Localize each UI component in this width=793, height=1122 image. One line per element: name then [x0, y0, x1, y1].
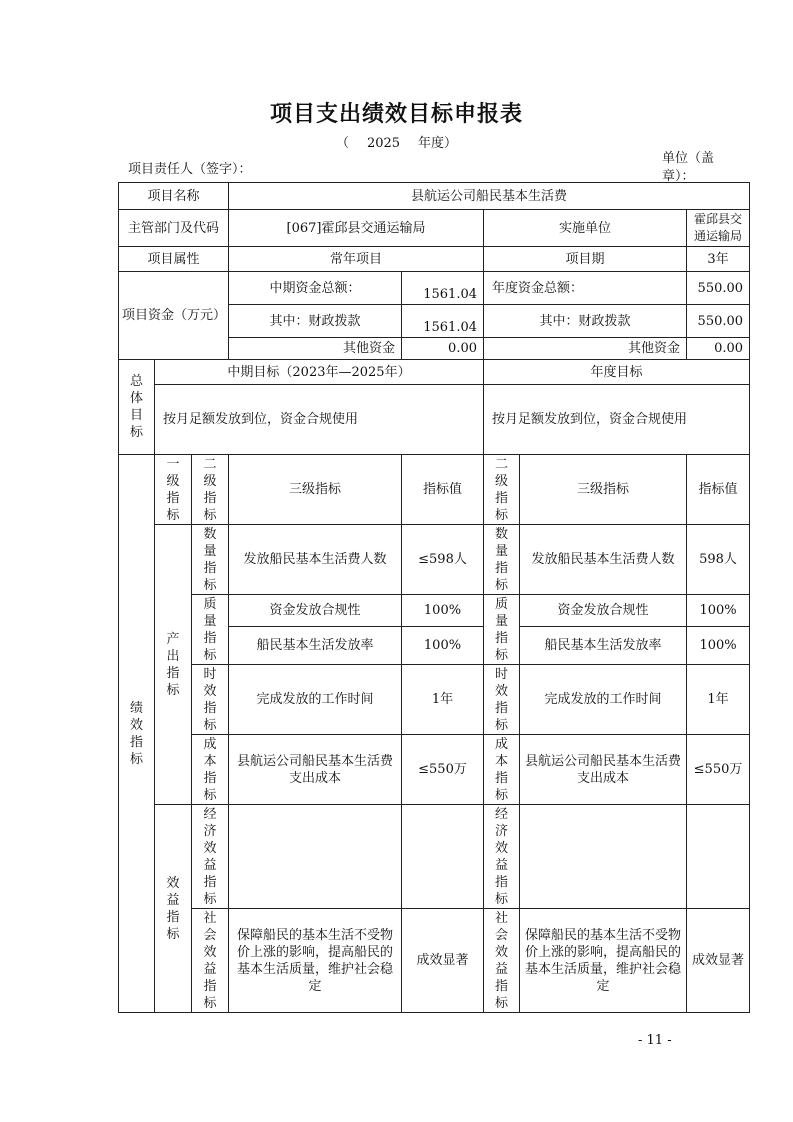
- econ-l3: [229, 805, 402, 909]
- social-value-right: 成效显著: [687, 909, 750, 1013]
- level3-header-right: 三级指标: [520, 455, 687, 525]
- impl-value: 霍邱县交通运输局: [687, 210, 750, 247]
- period-value: 3年: [687, 247, 750, 272]
- social-l3-right: 保障船民的基本生活不受物价上涨的影响，提高船民的基本生活质量，维护社会稳定: [520, 909, 687, 1013]
- page-title: 项目支出绩效目标申报表: [269, 101, 523, 127]
- time-l3-right: 完成发放的工作时间: [520, 665, 687, 735]
- mid-goal-text: 按月足额发放到位，资金合规使用: [155, 385, 484, 455]
- responsible-label: 项目责任人（签字）：: [128, 162, 252, 177]
- cost-value-right: ≤550万: [687, 735, 750, 805]
- year-line: [0, 132, 793, 151]
- level2-header: 二级指标: [192, 455, 229, 525]
- quality-label: 质量指标: [192, 595, 229, 665]
- cost-l3-right: 县航运公司船民基本生活费支出成本: [520, 735, 687, 805]
- year-value: 2025: [366, 136, 401, 151]
- quantity-label: 数量指标: [192, 525, 229, 595]
- cost-l3: 县航运公司船民基本生活费支出成本: [229, 735, 402, 805]
- year-open: （: [335, 136, 349, 151]
- output-label: 产出指标: [155, 525, 192, 805]
- quality1-l3: 资金发放合规性: [229, 595, 402, 627]
- value-header: 指标值: [402, 455, 484, 525]
- econ-l3-right: [520, 805, 687, 909]
- cost-value: ≤550万: [402, 735, 484, 805]
- econ-value-right: [687, 805, 750, 909]
- mid-total-value: 1561.04: [402, 272, 484, 305]
- econ-label: 经济效益指标: [192, 805, 229, 909]
- period-label: 项目期: [484, 247, 687, 272]
- quality2-value-right: 100%: [687, 627, 750, 665]
- mid-goal-header: 中期目标（2023年—2025年）: [155, 360, 484, 385]
- time-value-right: 1年: [687, 665, 750, 735]
- page-number: - 11 -: [638, 1033, 672, 1048]
- econ-value: [402, 805, 484, 909]
- mid-other-label: 其他资金: [229, 338, 402, 360]
- performance-table: [118, 182, 750, 1013]
- attr-value: 常年项目: [229, 247, 484, 272]
- mid-fiscal-value: 1561.04: [402, 305, 484, 338]
- quantity-value: ≤598人: [402, 525, 484, 595]
- goals-label: 总体目标: [119, 360, 155, 455]
- quality2-l3: 船民基本生活发放率: [229, 627, 402, 665]
- dept-label: 主管部门及代码: [119, 210, 229, 247]
- year-close: 年度）: [418, 136, 458, 151]
- year-fiscal-label: 其中：财政拨款: [484, 305, 687, 338]
- impl-label: 实施单位: [484, 210, 687, 247]
- attr-label: 项目属性: [119, 247, 229, 272]
- year-fiscal-value: 550.00: [687, 305, 750, 338]
- level1-header: 一级指标: [155, 455, 192, 525]
- quantity-l3-right: 发放船民基本生活费人数: [520, 525, 687, 595]
- social-l3: 保障船民的基本生活不受物价上涨的影响，提高船民的基本生活质量，维护社会稳定: [229, 909, 402, 1013]
- benefit-label: 效益指标: [155, 805, 192, 1013]
- dept-value: [067]霍邱县交通运输局: [229, 210, 484, 247]
- project-name-value: 县航运公司船民基本生活费: [229, 183, 750, 210]
- year-other-label: 其他资金: [484, 338, 687, 360]
- value-header-right: 指标值: [687, 455, 750, 525]
- quality2-l3-right: 船民基本生活发放率: [520, 627, 687, 665]
- time-l3: 完成发放的工作时间: [229, 665, 402, 735]
- social-label-right: 社会效益指标: [484, 909, 520, 1013]
- quality2-value: 100%: [402, 627, 484, 665]
- cost-label-right: 成本指标: [484, 735, 520, 805]
- perf-label: 绩效指标: [119, 455, 155, 1013]
- quantity-value-right: 598人: [687, 525, 750, 595]
- year-goal-text: 按月足额发放到位，资金合规使用: [484, 385, 750, 455]
- cost-label: 成本指标: [192, 735, 229, 805]
- social-label: 社会效益指标: [192, 909, 229, 1013]
- project-name-label: 项目名称: [119, 183, 229, 210]
- quality1-value-right: 100%: [687, 595, 750, 627]
- quality1-l3-right: 资金发放合规性: [520, 595, 687, 627]
- time-value: 1年: [402, 665, 484, 735]
- funds-label: 项目资金（万元）: [119, 272, 229, 360]
- time-label-right: 时效指标: [484, 665, 520, 735]
- quality1-value: 100%: [402, 595, 484, 627]
- level2-header-right: 二级指标: [484, 455, 520, 525]
- year-total-label: 年度资金总额：: [484, 272, 687, 305]
- mid-fiscal-label: 其中：财政拨款: [229, 305, 402, 338]
- econ-label-right: 经济效益指标: [484, 805, 520, 909]
- unit-label: 单位（盖章）：: [662, 151, 715, 184]
- year-goal-header: 年度目标: [484, 360, 750, 385]
- quality-label-right: 质量指标: [484, 595, 520, 665]
- mid-other-value: 0.00: [402, 338, 484, 360]
- year-total-value: 550.00: [687, 272, 750, 305]
- mid-total-label: 中期资金总额：: [229, 272, 402, 305]
- level3-header: 三级指标: [229, 455, 402, 525]
- social-value: 成效显著: [402, 909, 484, 1013]
- time-label: 时效指标: [192, 665, 229, 735]
- quantity-l3: 发放船民基本生活费人数: [229, 525, 402, 595]
- year-other-value: 0.00: [687, 338, 750, 360]
- quantity-label-right: 数量指标: [484, 525, 520, 595]
